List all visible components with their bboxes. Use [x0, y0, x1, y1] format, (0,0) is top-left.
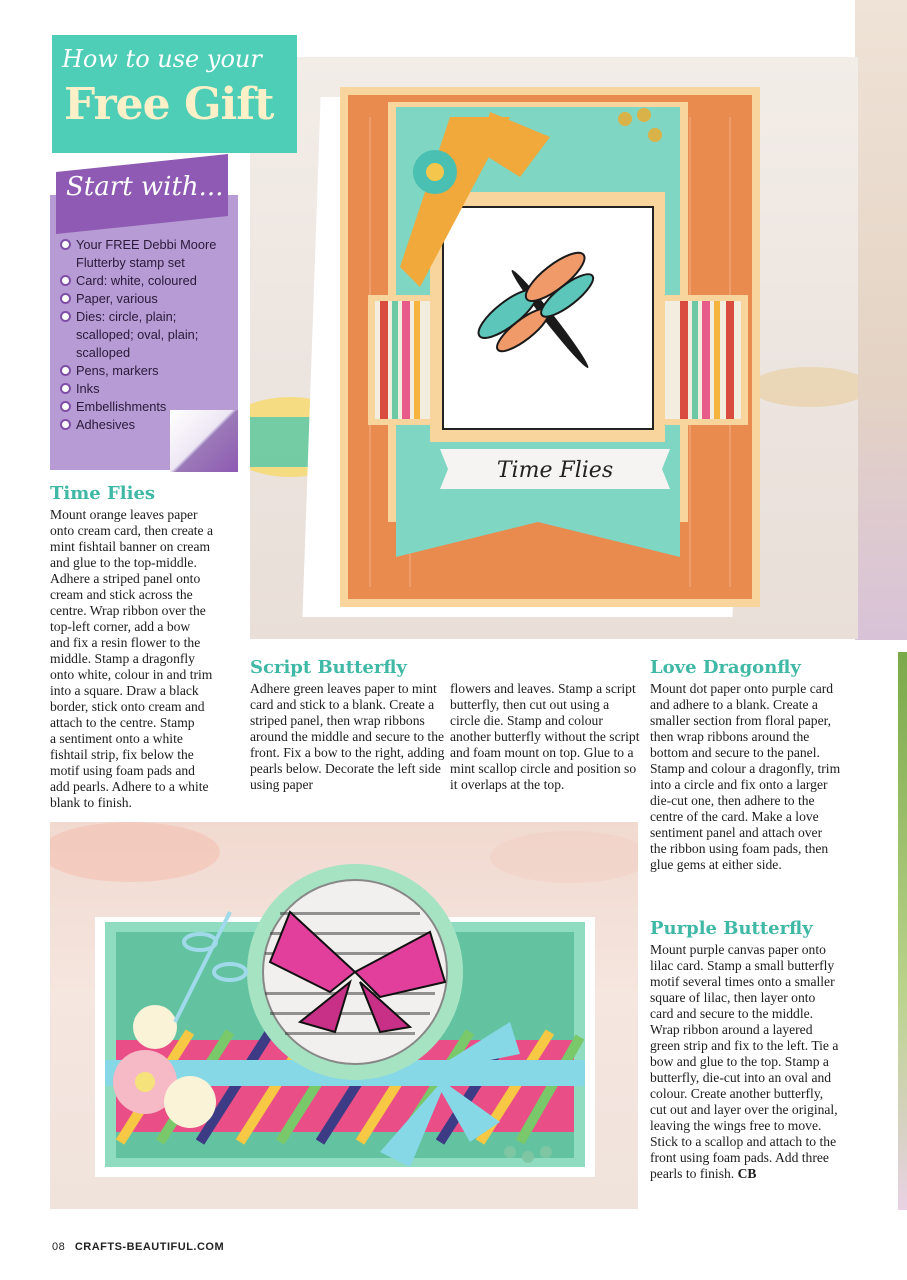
time-flies-card-photo — [250, 57, 858, 639]
author-initials: CB — [737, 1166, 757, 1181]
article-body: Mount dot paper onto purple card and adhere to a blank. Create a smaller section from floral paper, then wrap ribbons around the bottom and secure to the panel. Stamp and colour a dragonfly, trim into a circle and fix onto a larger die-cut one, then adhere to the centre of the card. Make a love sentiment panel and attach over the ribbon using foam pads, then glue gems at either side. — [650, 681, 841, 872]
materials-list-item: Embellishments — [60, 398, 236, 416]
article-body: Mount purple canvas paper onto lilac card. Stamp a small butterfly motif several times onto a smaller square of lilac, then layer onto card and secure to the middle. Wrap ribbon around a layered green strip and fix to the left. Tie a bow and glue to the top. Stamp a butterfly, die-cut into an oval and colour. Create another butterfly, cut out and layer over the original, leaving the wings free to move. Stick to a scallop and attach to the front using foam pads. Add three pearls to finish. CB — [650, 942, 839, 1181]
adjacent-card-photo-bottom — [898, 652, 907, 1210]
bullet-icon — [60, 239, 71, 250]
article-body: Mount orange leaves paper onto cream card, then create a mint fishtail banner on cream and glue to the top-middle. Adhere a striped panel onto cream and stick across the centre. Wrap ribbon over the top-left corner, add a bow and fix a resin flower to the middle. Stamp a dragonfly onto white, colour in and trim into a square. Draw a black border, stick onto cream and attach to the centre. Stamp a sentiment onto a white fishtail strip, fix below the motif using foam pads and add pearls. Adhere to a white blank to finish. — [50, 507, 214, 810]
article-heading: Script Butterfly — [250, 657, 407, 678]
bullet-icon — [60, 293, 71, 304]
bullet-icon — [60, 365, 71, 376]
header-kicker: How to use your — [62, 45, 262, 73]
materials-list-item: Your FREE Debbi Moore Flutterby stamp set — [60, 236, 236, 272]
script-butterfly-card-illustration — [50, 822, 638, 1209]
page-curl-decoration — [170, 410, 238, 472]
adjacent-card-photo-top — [855, 0, 907, 640]
start-with-title: Start with... — [66, 172, 224, 202]
page-number: 08 — [52, 1241, 66, 1253]
article-heading: Purple Butterfly — [650, 918, 813, 939]
article-purple-butterfly — [650, 918, 842, 1182]
card-sentiment: Time Flies — [496, 458, 614, 483]
bullet-icon — [60, 383, 71, 394]
bullet-icon — [60, 401, 71, 412]
bullet-icon — [60, 311, 71, 322]
article-body: Adhere green leaves paper to mint card and stick to a blank. Create a striped panel, then wrap ribbons around the middle and secure to the front. Fix a bow to the right, adding pearls below. Decorate the left side using paper — [250, 681, 445, 792]
article-body: flowers and leaves. Stamp a script butterfly, then cut out using a circle die. Stamp and colour another butterfly without the script and foam mount on top. Glue to a mint scallop circle and position so it overlaps at the top. — [450, 681, 640, 792]
article-script-butterfly-continued — [450, 681, 640, 793]
materials-list-item: Paper, various — [60, 290, 236, 308]
website-url: CRAFTS-BEAUTIFUL.COM — [74, 1241, 225, 1253]
script-butterfly-card-photo — [50, 822, 638, 1209]
time-flies-card-illustration — [250, 57, 858, 639]
materials-list-item: Pens, markers — [60, 362, 236, 380]
article-love-dragonfly — [650, 657, 842, 873]
article-heading: Love Dragonfly — [650, 657, 801, 678]
bullet-icon — [60, 275, 71, 286]
page-title: Free Gift — [64, 79, 274, 130]
materials-list-item: Inks — [60, 380, 236, 398]
header-badge — [52, 35, 297, 153]
article-heading: Time Flies — [50, 483, 156, 504]
bullet-icon — [60, 419, 71, 430]
article-time-flies — [50, 483, 250, 507]
materials-list — [60, 236, 236, 434]
materials-list-item: Card: white, coloured — [60, 272, 236, 290]
materials-list-item: Dies: circle, plain; scalloped; oval, plain; scalloped — [60, 308, 236, 362]
article-script-butterfly — [250, 657, 445, 793]
materials-list-item: Adhesives — [60, 416, 236, 434]
page-footer — [52, 1241, 224, 1253]
